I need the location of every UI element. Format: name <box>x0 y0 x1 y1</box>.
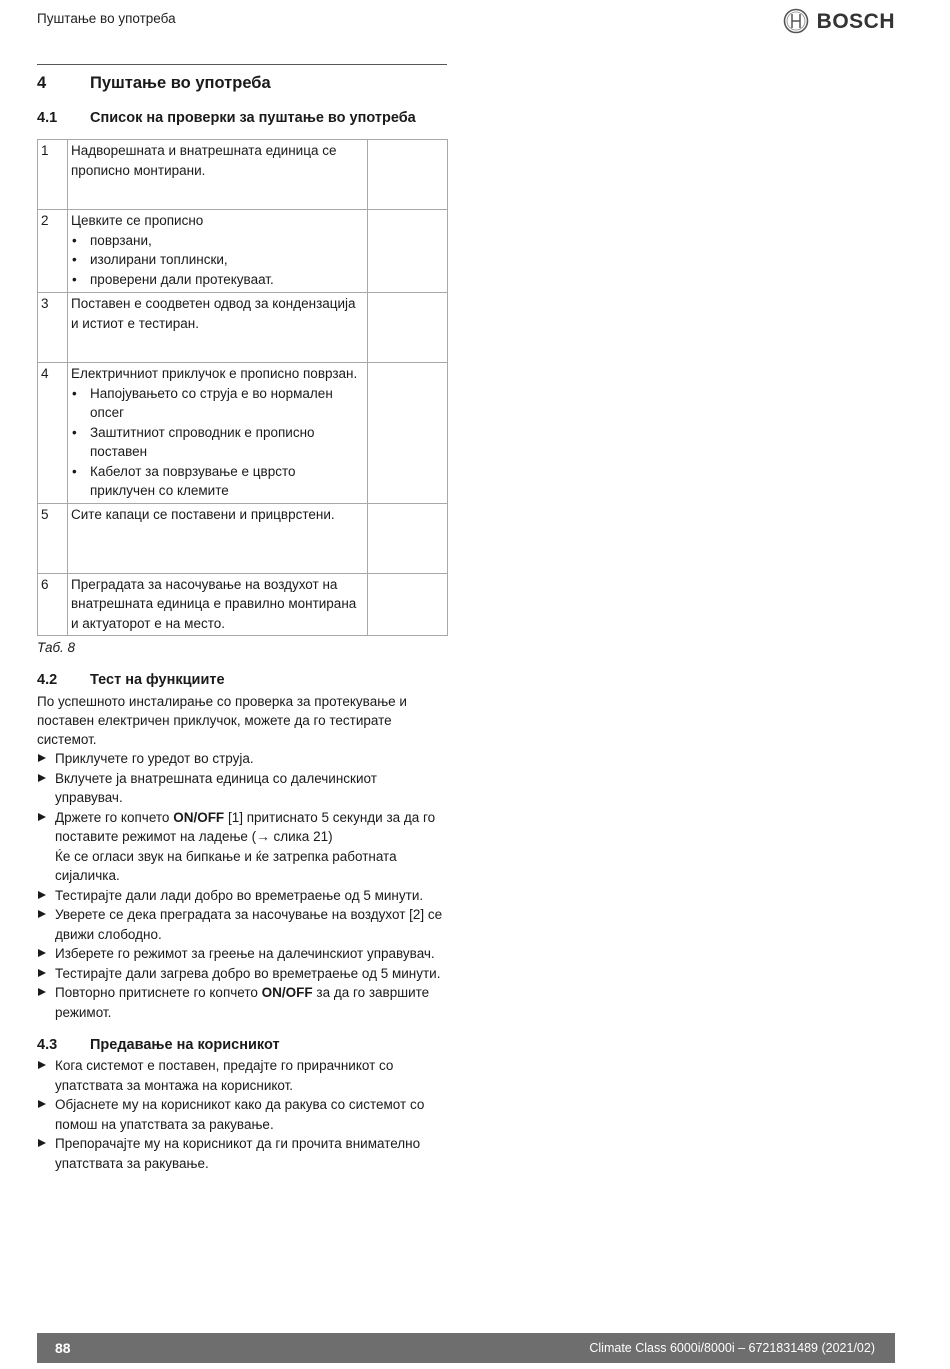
bullet-list <box>71 384 364 501</box>
row-number: 4 <box>38 363 68 504</box>
row-text-main: Цевките се прописно <box>71 213 204 228</box>
section-4-2-heading <box>37 671 447 690</box>
handover-steps-list <box>37 1056 447 1173</box>
running-head: Пуштање во употреба <box>37 11 176 26</box>
step-text: Објаснете му на корисникот како да ракува со системот со помош на упатствата за ракување. <box>55 1097 425 1132</box>
check-cell <box>368 210 448 293</box>
step-arrow-icon <box>38 813 46 821</box>
step-text: Препорачајте му на корисникот да ги прочита внимателно упатствата за ракување. <box>55 1136 421 1171</box>
table-row <box>38 503 448 573</box>
row-text-main: Преградата за насочување на воздухот на внатрешната единица е правилно монтирана и актуаторот е на место. <box>71 576 357 631</box>
section-title: Список на проверки за пуштање во употреба <box>90 110 416 126</box>
list-item <box>37 983 447 1022</box>
step-text: Тестирајте дали лади добро во времетраење од 5 минути. <box>55 887 424 903</box>
table-caption: Таб. 8 <box>37 640 76 655</box>
page-footer <box>37 1333 895 1363</box>
step-arrow-icon <box>38 1100 46 1108</box>
row-text <box>68 503 368 573</box>
step-text: [1] притиснато 5 секунди за да го поставите режимот на ладење ( <box>55 809 436 844</box>
table-row <box>38 293 448 363</box>
step-text: Кога системот е поставен, предајте го прирачникот со упатствата за монтажа на корисникот. <box>55 1058 394 1093</box>
step-text: за да го завршите режимот. <box>55 985 430 1020</box>
commissioning-checklist-table <box>37 139 448 636</box>
step-text: Уверете се дека преградата за насочување на воздухот [2] се движи слободно. <box>55 907 443 942</box>
list-item <box>37 1134 447 1173</box>
list-item <box>37 905 447 944</box>
step-arrow-icon <box>38 891 46 899</box>
table-row <box>38 210 448 293</box>
step-text: Тестирајте дали загрева добро во времетраење од 5 минути. <box>55 965 441 981</box>
top-rule <box>37 64 447 65</box>
step-arrow-icon <box>38 969 46 977</box>
row-text <box>68 363 368 504</box>
table-row <box>38 140 448 210</box>
step-arrow-icon <box>38 754 46 762</box>
check-cell <box>368 293 448 363</box>
chapter-title: Пуштање во употреба <box>90 74 271 92</box>
row-number: 5 <box>38 503 68 573</box>
section-number: 4.2 <box>37 672 58 688</box>
step-text: Вклучете ја внатрешната единица со далечинскиот управувач. <box>55 770 377 805</box>
row-text <box>68 573 368 636</box>
list-item <box>37 1095 447 1134</box>
check-cell <box>368 363 448 504</box>
check-cell <box>368 503 448 573</box>
list-item <box>37 964 447 984</box>
step-text: Повторно притиснете го копчето <box>55 985 262 1000</box>
check-cell <box>368 573 448 636</box>
list-item: • проверени дали протекуваат. <box>71 270 364 290</box>
chapter-number: 4 <box>37 74 47 92</box>
list-item <box>37 749 447 769</box>
list-item: • Заштитниот спроводник е прописно поставен <box>71 423 364 462</box>
row-text-main: Електричниот приклучок е прописно поврзан. <box>71 366 358 381</box>
test-steps-list <box>37 749 447 1022</box>
row-text-main: Надворешната и внатрешната единица се прописно монтирани. <box>71 143 337 178</box>
document-reference: Climate Class 6000i/8000i – 6721831489 (2021/02) <box>589 1340 875 1355</box>
list-item: • Кабелот за поврзување е цврсто приклучен со клемите <box>71 462 364 501</box>
step-text: Држете го копчето <box>55 809 174 825</box>
bosch-logo <box>783 7 895 35</box>
row-text <box>68 210 368 293</box>
section-number: 4.1 <box>37 110 58 126</box>
table-row <box>38 573 448 636</box>
row-number: 1 <box>38 140 68 210</box>
section-4-3-heading <box>37 1036 447 1055</box>
row-text <box>68 140 368 210</box>
row-number: 2 <box>38 210 68 293</box>
list-item <box>37 886 447 906</box>
bosch-armature-icon <box>783 8 809 34</box>
step-arrow-icon <box>38 1061 46 1069</box>
section-intro: По успешното инсталирање со проверка за протекување и поставен електричен приклучок, можете да го тестирате системот. <box>37 694 407 747</box>
step-text: Приклучете го уредот во струја. <box>55 751 254 766</box>
step-text: слика 21) <box>269 829 333 844</box>
step-arrow-icon <box>38 1139 46 1147</box>
step-arrow-icon <box>38 949 46 957</box>
list-item <box>37 1056 447 1095</box>
list-item <box>37 769 447 808</box>
step-text: Изберете го режимот за греење на далечинскиот управувач. <box>55 946 435 961</box>
button-reference: ON/OFF <box>261 985 313 1000</box>
section-title: Предавање на корисникот <box>90 1037 280 1053</box>
section-title: Тест на функциите <box>90 672 225 688</box>
list-item <box>37 944 447 964</box>
list-item: • поврзани, <box>71 231 364 251</box>
step-arrow-icon <box>38 774 46 782</box>
section-number: 4.3 <box>37 1037 58 1053</box>
section-4-1-heading <box>37 109 447 128</box>
row-text <box>68 293 368 363</box>
list-item: • изолирани топлински, <box>71 250 364 270</box>
brand-name: BOSCH <box>816 9 895 33</box>
row-text-main: Сите капаци се поставени и прицврстени. <box>71 506 335 522</box>
list-item: • Напојувањето со струја е во нормален опсег <box>71 384 364 423</box>
chapter-heading <box>37 74 447 96</box>
button-reference: ON/OFF <box>173 809 225 825</box>
step-arrow-icon <box>38 988 46 996</box>
table-row <box>38 363 448 504</box>
bullet-list <box>71 231 364 290</box>
step-result: Ќе се огласи звук на бипкање и ќе затрепка работната сијаличка. <box>55 848 397 883</box>
check-cell <box>368 140 448 210</box>
step-arrow-icon <box>38 910 46 918</box>
row-text-main: Поставен е соодветен одвод за кондензација и истиот е тестиран. <box>71 296 356 331</box>
page-number: 88 <box>55 1339 71 1356</box>
row-number: 3 <box>38 293 68 363</box>
main-column <box>37 64 447 1173</box>
list-item <box>37 808 447 886</box>
cross-reference-arrow-icon: → <box>256 829 270 844</box>
row-number: 6 <box>38 573 68 636</box>
